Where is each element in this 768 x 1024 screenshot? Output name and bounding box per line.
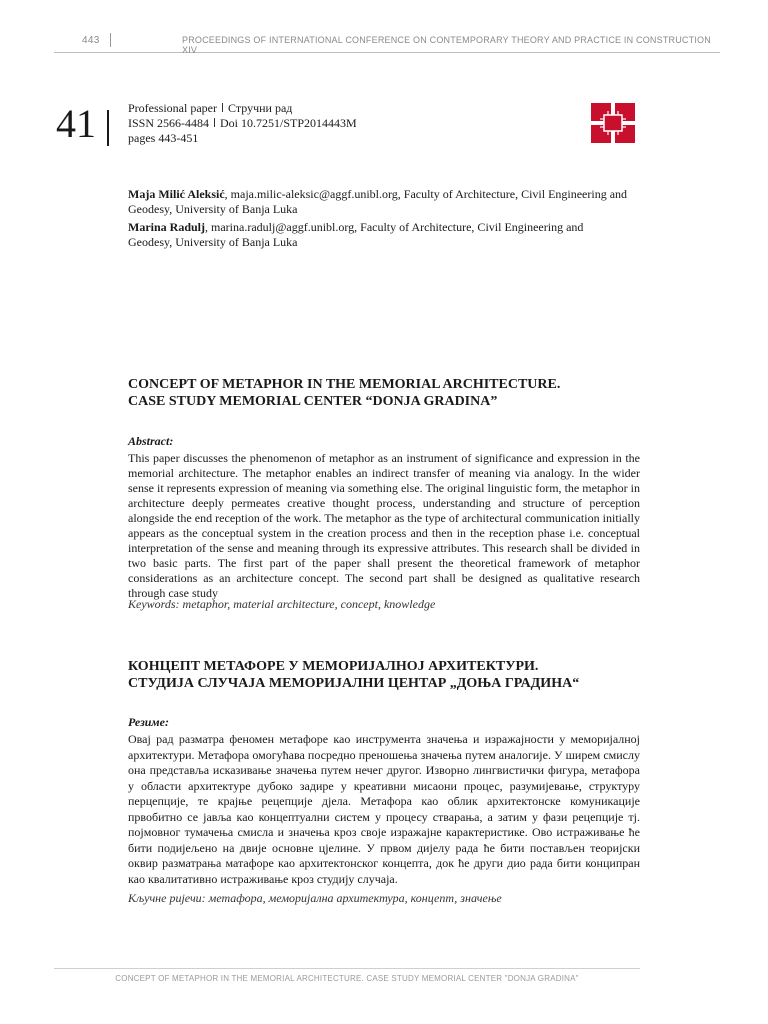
author-affiliation: , marina.radulj@aggf.unibl.org, Faculty of Architecture, Civil Engineering and Geodesy, University of Banja Luka <box>128 220 584 249</box>
page-range: pages 443-451 <box>128 131 199 145</box>
paper-title-en <box>128 376 648 410</box>
title-line: CONCEPT OF METAPHOR IN THE MEMORIAL ARCHITECTURE. <box>128 377 561 392</box>
issn: ISSN 2566-4484 <box>128 116 210 130</box>
paper-type-en: Professional paper <box>128 101 217 115</box>
article-meta <box>128 101 357 146</box>
abstract-text: This paper discusses the phenomenon of metaphor as an instrument of significance and expression in the memorial architecture. The metaphor enables an indirect transfer of meaning via analogy. In the wider sense it represents expression of meaning via something else. The original linguistic form, the metaphor in architecture deeply permeates creative thought process, understanding and structure of perception alongside the end reception of the work. The metaphor as the type of architectural communication initially appears as the conceptual system in the creation process and then in the reception phase i.e. conceptual interpretation of the sense and meaning through its expressive attributes. This research shall be divided in two basic parts. The first part of the paper shall present the theoretical framework of metaphor considerations as an architecture concept. The second part shall be designed as qualitative research through case study <box>128 451 640 600</box>
author-entry <box>128 220 628 250</box>
meta-divider <box>222 103 223 112</box>
author-name: Marina Radulj <box>128 220 206 234</box>
title-line: КОНЦЕПТ МЕТАФОРЕ У МЕМОРИЈАЛНОЈ АРХИТЕКТУРИ. <box>128 659 539 674</box>
rezime-text: Овај рад разматра феномен метафоре као инструмента значења и изражајности у меморијалној архитектури. Метафора омогућава посредно преношења значења путем аналогије. У ширем смислу она представља исказивање значења путем нечег другог. Изворно лингвистички фигура, метафора у области архитектуре дубоко задире у креативни мисаони процес, разумијевање, структуру перцепције, те крајње рецепције дјела. Метафора као облик архитектонске комуникације првобитно се јавља као концептуални систем у процесу стварања, а затим у фази рецепције тј. појмовног тумачења смисла и значења кроз своје изражајне карактеристике. Ово истраживање ће бити подијељено на двије основне цјелине. У првом дијелу рада ће бити постављен теоријски оквир разматрања матафоре као архитектонског концепта, док ће други дио рада бити конципран као квалитативно истраживање кроз студију случаја. <box>128 732 640 886</box>
article-number: 41 <box>56 101 96 146</box>
keywords-en: Keywords: metaphor, material architecture, concept, knowledge <box>128 597 436 611</box>
header-divider <box>110 33 111 47</box>
keywords-sr: Кључне ријечи: метафора, меморијална архитектура, концепт, значење <box>128 891 502 905</box>
paper-type-sr: Стручни рад <box>227 101 293 115</box>
author-list <box>128 187 628 253</box>
title-line: СТУДИЈА СЛУЧАЈА МЕМОРИЈАЛНИ ЦЕНТАР „ДОЊА ГРАДИНА“ <box>128 676 580 691</box>
author-affiliation: , maja.milic-aleksic@aggf.unibl.org, Faculty of Architecture, Civil Engineering and Geodesy, University of Banja Luka <box>128 187 628 216</box>
rezime-heading: Резиме: <box>128 715 169 729</box>
meta-divider <box>214 118 215 127</box>
author-name: Maja Milić Aleksić <box>128 187 225 201</box>
paper-title-sr <box>128 658 648 692</box>
conference-title: PROCEEDINGS OF INTERNATIONAL CONFERENCE ON CONTEMPORARY THEORY AND PRACTICE IN CONSTRUCTION XIV <box>182 35 711 55</box>
abstract-heading: Abstract: <box>128 434 174 448</box>
title-line: CASE STUDY MEMORIAL CENTER “DONJA GRADINA” <box>128 394 498 409</box>
doi: Doi 10.7251/STP2014443M <box>220 116 357 130</box>
article-number-bar <box>107 110 109 146</box>
running-header <box>54 30 720 53</box>
page-number: 443 <box>82 35 100 46</box>
running-footer: CONCEPT OF METAPHOR IN THE MEMORIAL ARCHITECTURE. CASE STUDY MEMORIAL CENTER "DONJA GRADINA" <box>54 968 640 983</box>
chip-logo-icon <box>591 103 635 143</box>
author-entry <box>128 187 628 217</box>
